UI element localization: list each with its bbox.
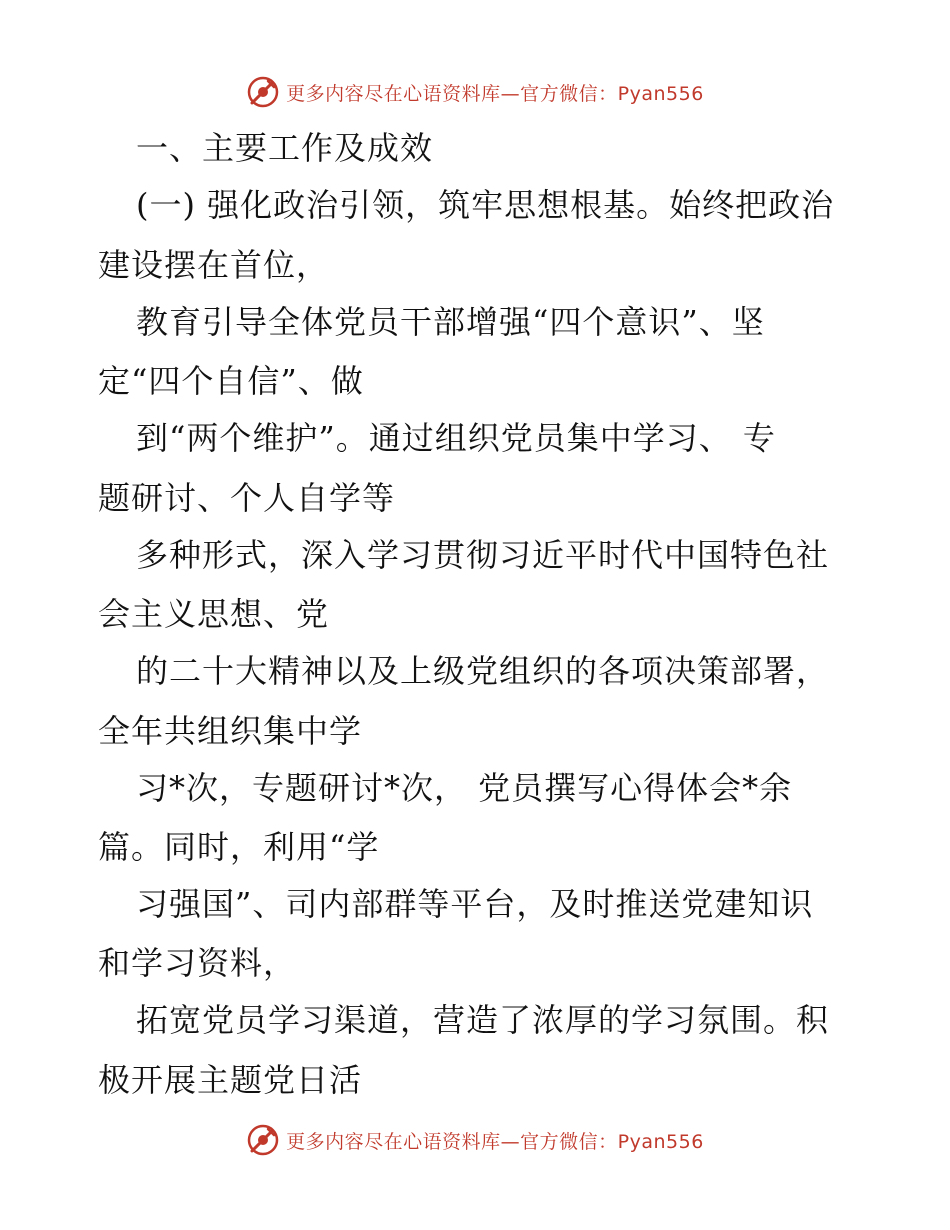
logo-icon [246, 75, 280, 109]
paragraph-line: 习*次，专题研讨*次， 党员撰写心得体会*余 [136, 769, 793, 807]
paragraph-line: 多种形式，深入学习贯彻习近平时代中国特色社 [136, 536, 830, 574]
paragraph-line: 定“四个自信”、做 [98, 362, 364, 400]
paragraph-line: 篇。同时，利用“学 [98, 828, 380, 866]
paragraph-line: 到“两个维护”。通过组织党员集中学习、 专 [136, 419, 776, 457]
header-watermark [0, 72, 950, 112]
paragraph-line: 极开展主题党日活 [98, 1061, 363, 1099]
paragraph-line: 建设摆在首位， [98, 246, 330, 284]
footer-watermark-text: 更多内容尽在心语资料库—官方微信：Pyan556 [286, 1130, 704, 1153]
paragraph-line: 全年共组织集中学 [98, 712, 363, 750]
paragraph-line: 题研讨、个人自学等 [98, 479, 396, 517]
paragraph-line: 会主义思想、党 [98, 595, 330, 633]
footer-watermark [0, 1120, 950, 1160]
paragraph-line: 拓宽党员学习渠道，营造了浓厚的学习氛围。积 [136, 1001, 830, 1039]
paragraph-line: 和学习资料， [98, 944, 297, 982]
paragraph-line: 的二十大精神以及上级党组织的各项决策部署， [136, 652, 830, 690]
logo-icon [246, 1123, 280, 1157]
header-watermark-text: 更多内容尽在心语资料库—官方微信：Pyan556 [286, 82, 704, 105]
section-heading: 一、主要工作及成效 [136, 129, 434, 167]
paragraph-line: 教育引导全体党员干部增强“四个意识”、坚 [136, 303, 765, 341]
paragraph-line: (一) 强化政治引领，筑牢思想根基。始终把政治 [136, 186, 835, 224]
paragraph-line: 习强国”、司内部群等平台，及时推送党建知识 [136, 885, 814, 923]
